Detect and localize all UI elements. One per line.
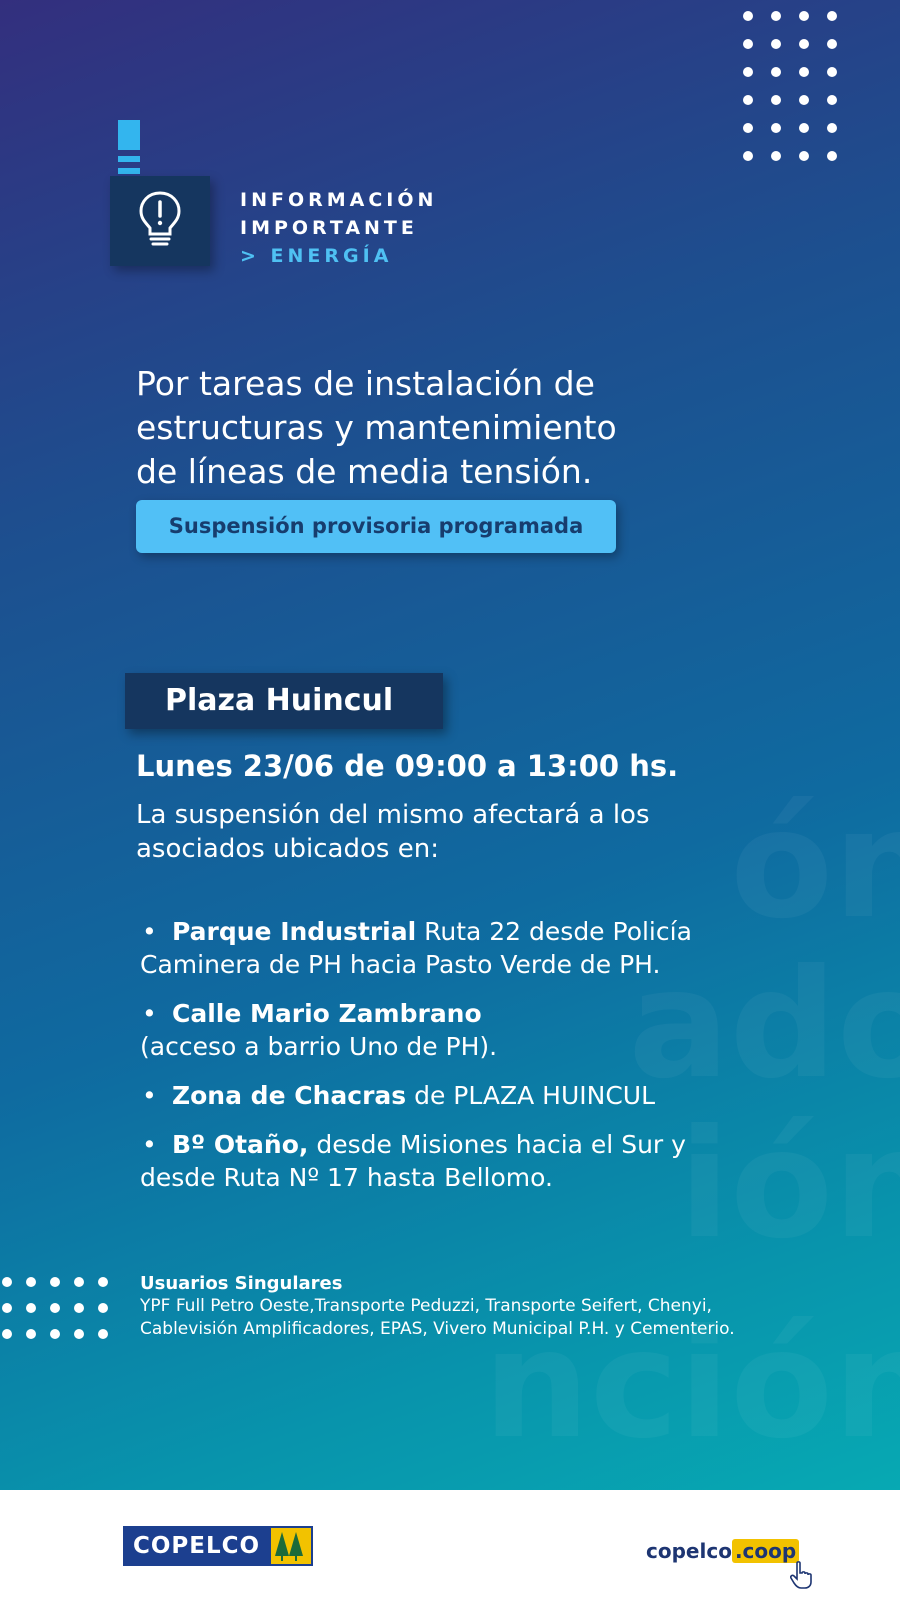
location-title: Plaza Huincul [125, 673, 443, 729]
intro-line-3: de líneas de media tensión. [136, 452, 593, 491]
bullet-icon: • [142, 917, 157, 946]
affected-line-1: La suspensión del mismo afectará a los [136, 800, 650, 830]
intro-line-1: Por tareas de instalación de [136, 364, 595, 403]
area-detail-line-2: (acceso a barrio Uno de PH). [140, 1032, 498, 1061]
bullet-icon: • [142, 1081, 157, 1110]
lightbulb-alert-icon [138, 190, 182, 250]
area-name: Zona de Chacras [172, 1081, 407, 1110]
area-name: Parque Industrial [172, 917, 417, 946]
affected-description [136, 798, 736, 866]
area-detail: de PLAZA HUINCUL [406, 1081, 656, 1110]
singular-users-title: Usuarios Singulares [140, 1273, 343, 1294]
area-name: Bº Otaño, [172, 1130, 309, 1159]
area-name: Calle Mario Zambrano [172, 999, 482, 1028]
site-tld: .coop [732, 1539, 799, 1563]
header-title [240, 186, 437, 270]
tree-logo-icon [271, 1528, 311, 1564]
list-item [140, 1128, 840, 1194]
header-line-1: INFORMACIÓN [240, 189, 438, 211]
singular-users-line-1: YPF Full Petro Oeste,Transporte Peduzzi, Transporte Seifert, Chenyi, [140, 1296, 712, 1316]
area-detail-line-2: Caminera de PH hacia Pasto Verde de PH. [140, 950, 661, 979]
area-detail-line-2: desde Ruta Nº 17 hasta Bellomo. [140, 1163, 553, 1192]
affected-line-2: asociados ubicados en: [136, 834, 439, 864]
list-item [140, 1079, 840, 1112]
list-item [140, 915, 840, 981]
status-badge: Suspensión provisoria programada [136, 500, 616, 553]
decorative-dots-top [743, 11, 837, 161]
bullet-icon: • [142, 999, 157, 1028]
logo-text: COPELCO [125, 1528, 271, 1564]
bullet-icon: • [142, 1130, 157, 1159]
singular-users-section [140, 1272, 860, 1341]
website-link[interactable] [646, 1539, 799, 1563]
affected-areas-list [140, 915, 840, 1210]
header-icon-box [110, 176, 210, 266]
area-detail: desde Misiones hacia el Sur y [308, 1130, 686, 1159]
intro-line-2: estructuras y mantenimiento [136, 408, 617, 447]
list-item [140, 997, 840, 1063]
area-detail: Ruta 22 desde Policía [416, 917, 692, 946]
hand-pointer-icon [790, 1560, 812, 1590]
header-category: > ENERGÍA [240, 245, 393, 267]
site-name: copelco [646, 1539, 732, 1563]
footer-wave-divider [0, 1482, 900, 1496]
singular-users-line-2: Cablevisión Amplificadores, EPAS, Vivero Municipal P.H. y Cementerio. [140, 1319, 735, 1339]
schedule-text: Lunes 23/06 de 09:00 a 13:00 hs. [136, 749, 679, 783]
intro-text [136, 362, 696, 494]
header-line-2: IMPORTANTE [240, 217, 418, 239]
copelco-logo[interactable] [123, 1526, 313, 1566]
decorative-dots-left [2, 1277, 108, 1339]
